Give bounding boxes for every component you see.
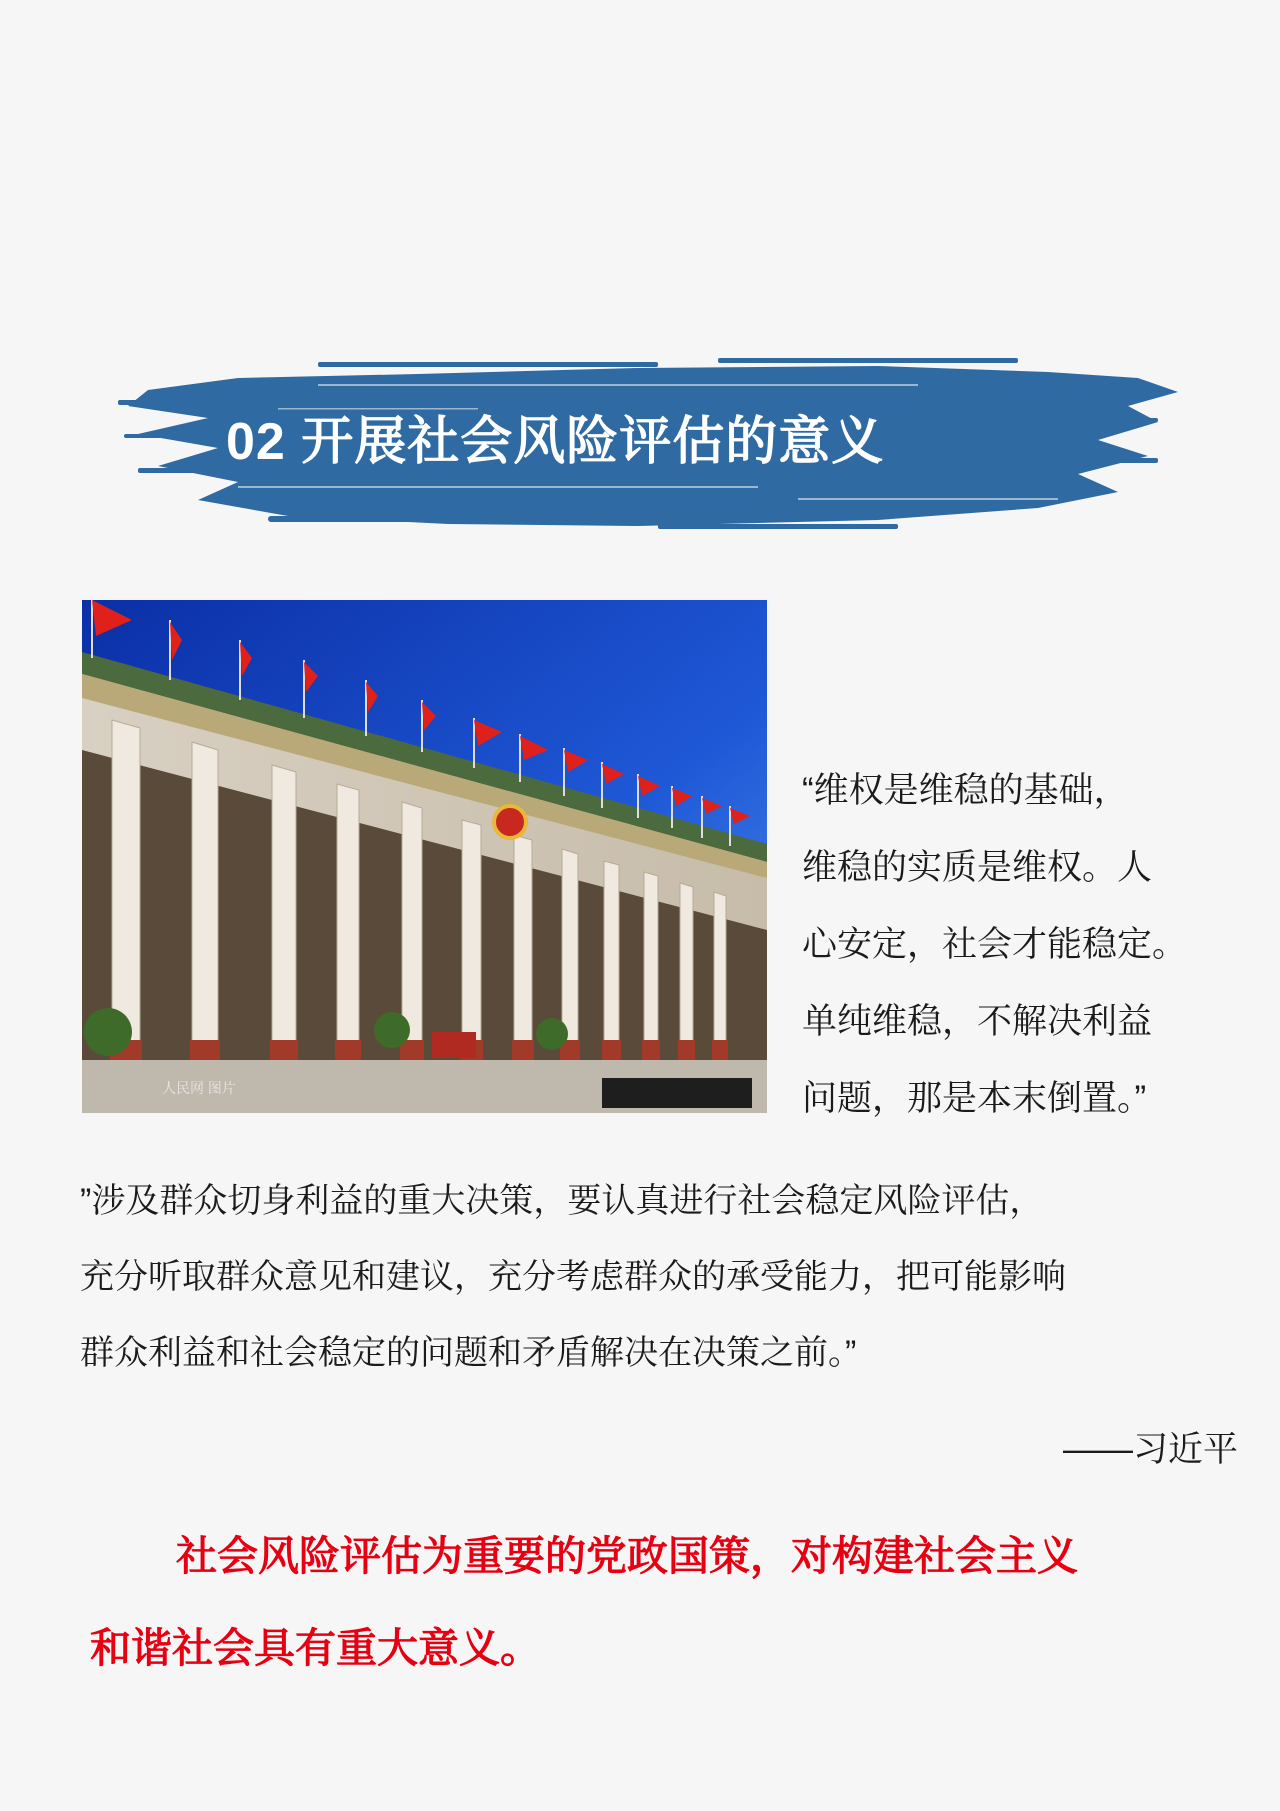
main-quote-line: 群众利益和社会稳定的问题和矛盾解决在决策之前。” xyxy=(80,1334,857,1372)
great-hall-photo xyxy=(82,600,767,1113)
side-quote xyxy=(802,752,1250,1137)
main-quote xyxy=(80,1163,1250,1391)
section-title: 02 开展社会风险评估的意义 xyxy=(226,413,885,471)
conclusion-line: 和谐社会具有重大意义。 xyxy=(90,1625,541,1671)
section-header-banner xyxy=(118,348,1180,544)
great-hall-illustration xyxy=(82,600,767,1113)
side-quote-line: 心安定，社会才能稳定。 xyxy=(802,925,1188,964)
conclusion xyxy=(90,1510,1250,1694)
main-quote-line: 充分听取群众意见和建议，充分考虑群众的承受能力，把可能影响 xyxy=(80,1258,1066,1296)
conclusion-line: 社会风险评估为重要的党政国策，对构建社会主义 xyxy=(176,1533,1078,1579)
quote-attribution: ——习近平 xyxy=(1062,1430,1238,1469)
main-quote-line: ”涉及群众切身利益的重大决策，要认真进行社会稳定风险评估， xyxy=(80,1182,1044,1220)
side-quote-line: 单纯维稳，不解决利益 xyxy=(802,1002,1153,1041)
side-quote-line: 问题，那是本末倒置。” xyxy=(802,1079,1147,1118)
photo-watermark: 人民网 图片 xyxy=(162,1080,236,1096)
side-quote-line: “维权是维稳的基础， xyxy=(802,771,1129,810)
side-quote-line: 维稳的实质是维权。人 xyxy=(802,848,1153,887)
